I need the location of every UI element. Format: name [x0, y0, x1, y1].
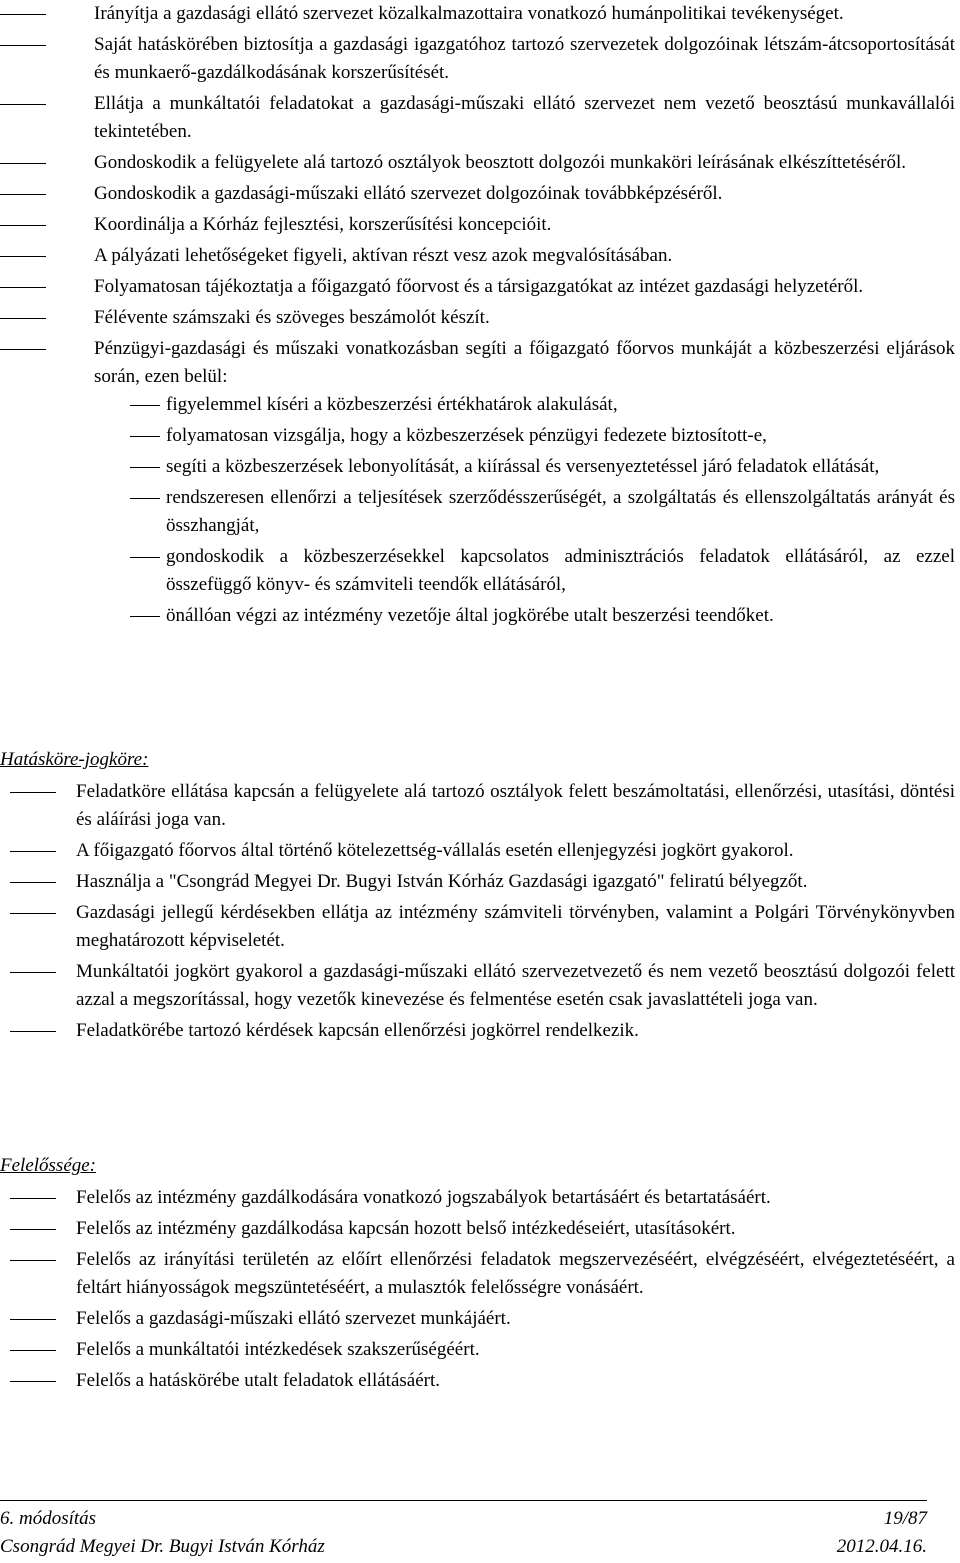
item-text: Használja a "Csongrád Megyei Dr. Bugyi István Kórház Gazdasági igazgató" feliratú bélyegzőt.	[76, 871, 808, 892]
list-item	[0, 211, 955, 239]
list-item	[0, 180, 955, 208]
list-item	[0, 1336, 955, 1364]
item-text: Gondoskodik a felügyelete alá tartozó osztályok beosztott dolgozói munkaköri leírásának elkészíttetéséről.	[94, 152, 906, 173]
dash-bullet	[130, 616, 160, 617]
dash-bullet	[10, 1350, 56, 1351]
responsibility-list	[0, 1184, 955, 1395]
item-text: Ellátja a munkáltatói feladatokat a gazdasági-műszaki ellátó szervezet nem vezető beosztású munkavállalói tekintetében.	[94, 93, 955, 142]
dash-bullet	[0, 104, 46, 105]
dash-bullet	[130, 467, 160, 468]
item-text: folyamatosan vizsgálja, hogy a közbeszerzések pénzügyi fedezete biztosított-e,	[166, 425, 767, 446]
revision-label: 6. módosítás	[0, 1508, 97, 1529]
item-text: A főigazgató főorvos által történő kötelezettség-vállalás esetén ellenjegyzési jogkört gyakorol.	[76, 840, 794, 861]
dash-bullet	[0, 163, 46, 164]
item-text: Koordinálja a Kórház fejlesztési, korszerűsítési koncepcióit.	[94, 214, 552, 235]
item-text: figyelemmel kíséri a közbeszerzési értékhatárok alakulását,	[166, 394, 618, 415]
list-item	[0, 837, 955, 865]
item-text: Feladatköre ellátása kapcsán a felügyelete alá tartozó osztályok felett beszámoltatási, ellenőrzési, utasítási, döntési és aláírási joga van.	[76, 781, 955, 830]
item-text: Felelős az irányítási területén az előírt ellenőrzési feladatok megszervezéséért, elvégzéséért, elvégeztetéséért, a feltárt hiányosságok megszüntetéséért, a mulasztók felelősségre vonásáért.	[76, 1249, 955, 1298]
list-item	[0, 1246, 955, 1302]
footer-row-bottom	[0, 1533, 927, 1561]
responsibility-section	[0, 1152, 955, 1398]
list-item	[0, 958, 955, 1014]
sublist-item	[0, 391, 955, 419]
sublist-item	[0, 602, 955, 630]
sublist-item	[0, 453, 955, 481]
list-item	[0, 242, 955, 270]
document-date: 2012.04.16.	[836, 1536, 927, 1557]
list-item	[0, 899, 955, 955]
item-text: Munkáltatói jogkört gyakorol a gazdasági-műszaki ellátó szervezetvezető és nem vezető beosztású dolgozói felett azzal a megszorítással, hogy vezetők kinevezése és felmentése esetén csak javaslattételi joga van.	[76, 961, 955, 1010]
dash-bullet	[10, 882, 56, 883]
dash-bullet	[10, 913, 56, 914]
item-text: Felelős az intézmény gazdálkodására vonatkozó jogszabályok betartásáért és betartatásáért.	[76, 1187, 771, 1208]
sublist-item	[0, 484, 955, 540]
item-text: A pályázati lehetőségeket figyeli, aktívan részt vesz azok megvalósításában.	[94, 245, 673, 266]
dash-bullet	[130, 498, 160, 499]
list-item	[0, 335, 955, 630]
dash-bullet	[10, 972, 56, 973]
item-text: Irányítja a gazdasági ellátó szervezet közalkalmazottaira vonatkozó humánpolitikai tevékenységet.	[94, 3, 844, 24]
institution-name: Csongrád Megyei Dr. Bugyi István Kórház	[0, 1536, 325, 1557]
list-item	[0, 304, 955, 332]
authority-list	[0, 778, 955, 1045]
dash-bullet	[0, 256, 46, 257]
dash-bullet	[10, 1260, 56, 1261]
list-item	[0, 868, 955, 896]
item-text: gondoskodik a közbeszerzésekkel kapcsolatos adminisztrációs feladatok ellátásáról, az ezzel összefüggő könyv- és számviteli teendők ellátásáról,	[166, 546, 955, 595]
list-item	[0, 1215, 955, 1243]
dash-bullet	[0, 45, 46, 46]
dash-bullet	[130, 557, 160, 558]
dash-bullet	[0, 287, 46, 288]
dash-bullet	[0, 194, 46, 195]
list-item	[0, 778, 955, 834]
list-item	[0, 1184, 955, 1212]
dash-bullet	[10, 792, 56, 793]
footer-row-top	[0, 1505, 927, 1533]
dash-bullet	[10, 1319, 56, 1320]
page-number: 19/87	[883, 1508, 927, 1529]
item-text: Gazdasági jellegű kérdésekben ellátja az intézmény számviteli törvényben, valamint a Polgári Törvénykönyvben meghatározott képviseletét.	[76, 902, 955, 951]
list-item	[0, 1017, 955, 1045]
item-text: segíti a közbeszerzések lebonyolítását, a kiírással és versenyeztetéssel járó feladatok ellátását,	[166, 456, 880, 477]
dash-bullet	[0, 225, 46, 226]
item-text: Felelős a hatáskörébe utalt feladatok ellátásáért.	[76, 1370, 441, 1391]
item-text: Gondoskodik a gazdasági-műszaki ellátó szervezet dolgozóinak továbbképzéséről.	[94, 183, 723, 204]
dash-bullet	[10, 1198, 56, 1199]
item-text: rendszeresen ellenőrzi a teljesítések szerződésszerűségét, a szolgáltatás és ellenszolgáltatás arányát és összhangját,	[166, 487, 955, 536]
dash-bullet	[0, 349, 46, 350]
duties-list	[0, 0, 955, 633]
dash-bullet	[0, 14, 46, 15]
dash-bullet	[10, 851, 56, 852]
dash-bullet	[130, 436, 160, 437]
list-item	[0, 90, 955, 146]
page-footer	[0, 1500, 927, 1561]
list-item	[0, 1367, 955, 1395]
procurement-sublist	[94, 391, 955, 630]
dash-bullet	[10, 1031, 56, 1032]
item-text: Feladatkörébe tartozó kérdések kapcsán ellenőrzési jogkörrel rendelkezik.	[76, 1020, 639, 1041]
list-item	[0, 273, 955, 301]
item-text: Saját hatáskörében biztosítja a gazdasági igazgatóhoz tartozó szervezetek dolgozóinak létszám-átcsoportosítását és munkaerő-gazdálkodásának korszerűsítését.	[94, 34, 955, 83]
list-item	[0, 31, 955, 87]
item-text: Felelős a munkáltatói intézkedések szakszerűségéért.	[76, 1339, 480, 1360]
item-text: önállóan végzi az intézmény vezetője által jogkörébe utalt beszerzési teendőket.	[166, 605, 774, 626]
dash-bullet	[10, 1229, 56, 1230]
list-item	[0, 0, 955, 28]
dash-bullet	[0, 318, 46, 319]
item-text: Felelős a gazdasági-műszaki ellátó szervezet munkájáért.	[76, 1308, 511, 1329]
sublist-item	[0, 422, 955, 450]
footer-divider	[0, 1500, 927, 1501]
item-text: Felelős az intézmény gazdálkodása kapcsán hozott belső intézkedéseiért, utasításokért.	[76, 1218, 736, 1239]
item-text: Folyamatosan tájékoztatja a főigazgató főorvost és a társigazgatókat az intézet gazdasági helyzetéről.	[94, 276, 864, 297]
dash-bullet	[130, 405, 160, 406]
authority-section	[0, 746, 955, 1048]
list-item	[0, 1305, 955, 1333]
list-item	[0, 149, 955, 177]
section-heading: Felelőssége:	[0, 1155, 97, 1176]
item-text: Pénzügyi-gazdasági és műszaki vonatkozásban segíti a főigazgató főorvos munkáját a közbeszerzési eljárások során, ezen belül:	[94, 338, 955, 387]
dash-bullet	[10, 1381, 56, 1382]
section-heading: Hatásköre-jogköre:	[0, 749, 149, 770]
sublist-item	[0, 543, 955, 599]
item-text: Félévente számszaki és szöveges beszámolót készít.	[94, 307, 490, 328]
